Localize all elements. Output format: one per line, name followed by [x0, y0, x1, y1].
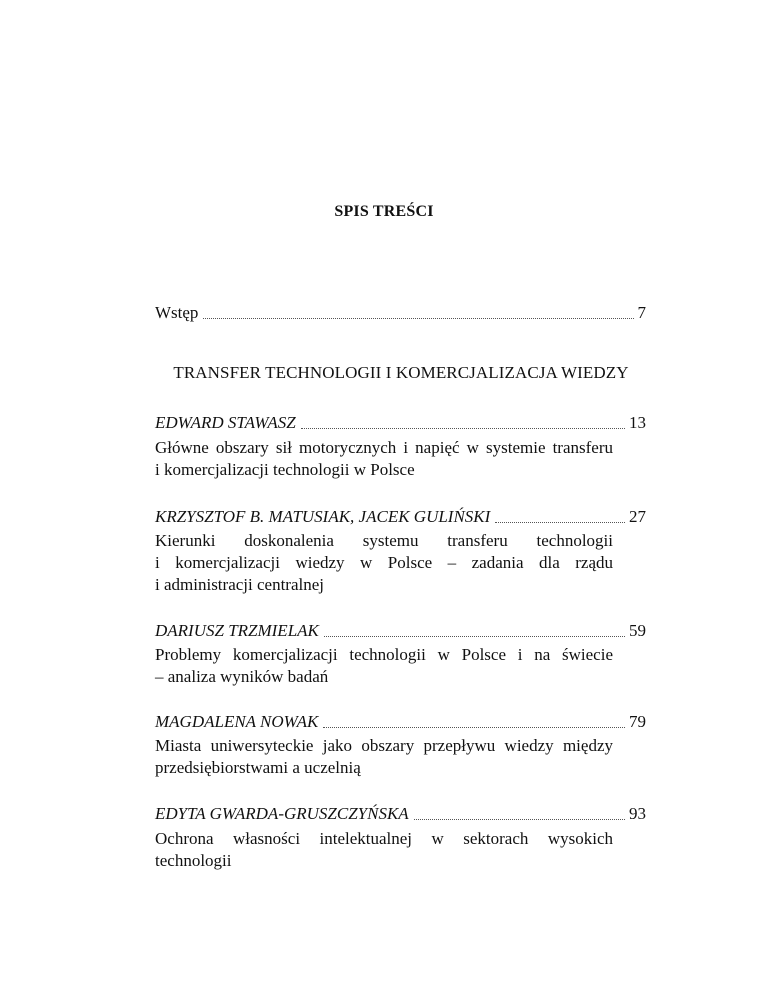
dot-leader [324, 635, 625, 637]
author-name: EDWARD STAWASZ [155, 413, 296, 432]
toc-entry-title [155, 530, 613, 596]
page-number: 93 [629, 804, 646, 823]
toc-entry-title [155, 828, 613, 872]
title-line: Miasta uniwersyteckie jako obszary przepływu wiedzy między [155, 736, 613, 755]
toc-entry-title [155, 644, 613, 688]
toc-entry-author [155, 506, 646, 528]
page-number: 79 [629, 712, 646, 731]
section-heading: TRANSFER TECHNOLOGII I KOMERCJALIZACJA WIEDZY [173, 363, 629, 382]
title-line: Kierunki doskonalenia systemu transferu technologii [155, 531, 613, 550]
dot-leader [301, 427, 625, 429]
toc-entry-title [155, 735, 613, 779]
dot-leader [414, 818, 625, 820]
dot-leader [323, 726, 625, 728]
title-line: Problemy komercjalizacji technologii w Polsce i na świecie [155, 645, 613, 664]
title-line: i komercjalizacji technologii w Polsce [155, 460, 415, 479]
toc-entry-author [155, 412, 646, 434]
title-line: i administracji centralnej [155, 575, 324, 594]
toc-entry-author [155, 711, 646, 733]
page-number: 7 [637, 303, 646, 322]
author-name: DARIUSZ TRZMIELAK [155, 621, 319, 640]
toc-entry-intro [155, 302, 646, 324]
dot-leader [495, 521, 625, 523]
title-line: i komercjalizacji wiedzy w Polsce – zadania dla rządu [155, 553, 613, 572]
page-title: SPIS TREŚCI [334, 203, 434, 220]
page-number: 59 [629, 621, 646, 640]
author-name: EDYTA GWARDA-GRUSZCZYŃSKA [155, 804, 409, 823]
toc-entry-title [155, 437, 613, 481]
title-line: – analiza wyników badań [155, 667, 329, 686]
title-line: przedsiębiorstwami a uczelnią [155, 758, 361, 777]
page-number: 27 [629, 507, 646, 526]
toc-entry-label: Wstęp [155, 303, 199, 322]
title-line: technologii [155, 851, 232, 870]
title-line: Ochrona własności intelektualnej w sektorach wysokich [155, 829, 613, 848]
page-number: 13 [629, 413, 646, 432]
author-name: MAGDALENA NOWAK [155, 712, 319, 731]
toc-entry-author [155, 803, 646, 825]
toc-entry-author [155, 620, 646, 642]
author-name: KRZYSZTOF B. MATUSIAK, JACEK GULIŃSKI [155, 507, 491, 526]
dot-leader [203, 317, 633, 319]
title-line: Główne obszary sił motorycznych i napięć w systemie transferu [155, 438, 613, 457]
